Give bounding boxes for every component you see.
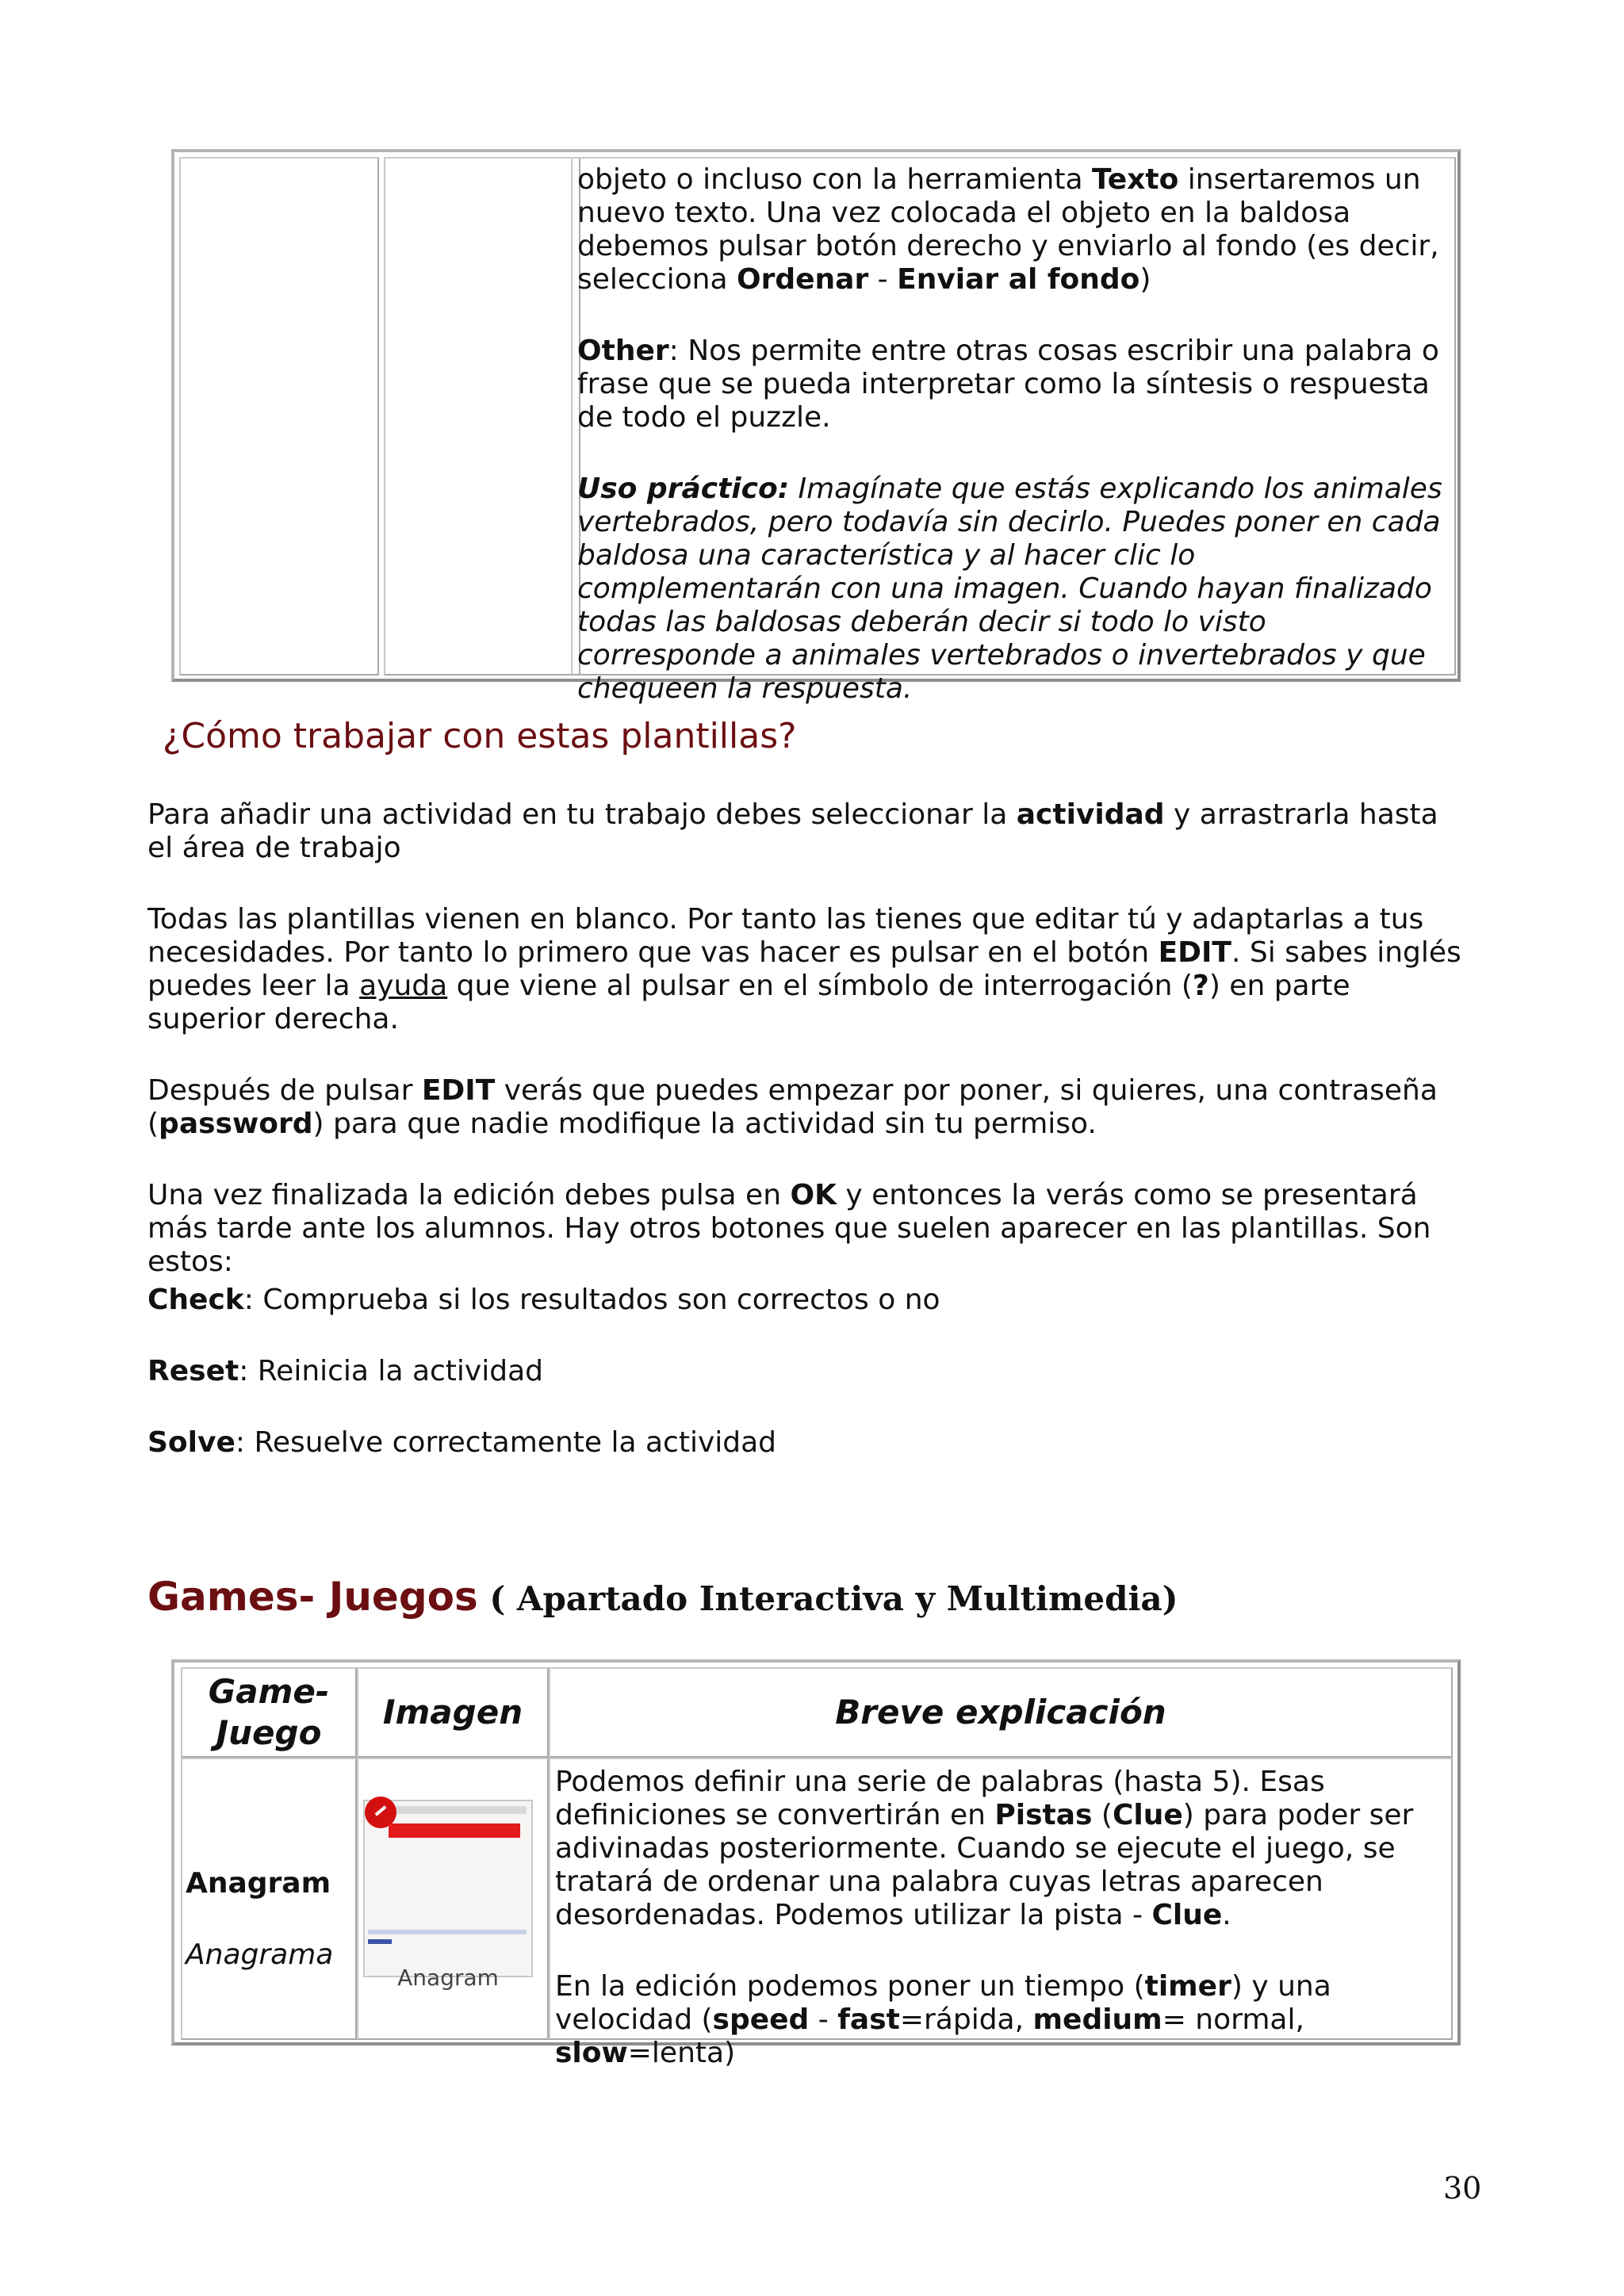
- header-explanation: Breve explicación: [549, 1667, 1453, 1758]
- thumbnail-red-bar: [389, 1823, 520, 1838]
- page-number: 30: [1443, 2171, 1482, 2206]
- paragraph-uso-practico: Uso práctico: Imagínate que estás explicando los animales vertebrados, pero todavía sin decirlo. Puedes poner en cada baldosa una característica y al hacer clic lo complementarán con una imagen. Cuando hayan finalizado todas las baldosas deberán decir si todo lo visto corresponde a animales vertebrados o invertebrados y que chequeen la respuesta.: [577, 473, 1442, 705]
- anagram-name: Anagram: [186, 1867, 331, 1900]
- top-table-cell-1: [179, 157, 379, 675]
- ayuda-link[interactable]: ayuda: [359, 970, 448, 1002]
- how-to-paragraph-2: Todas las plantillas vienen en blanco. Por tanto las tienes que editar tú y adaptarlas a tus necesidades. Por tanto lo primero que vas hacer es pulsar en el botón EDIT. Si sabes inglés puedes leer la ayuda que viene al pulsar en el símbolo de interrogación (?) en parte superior derecha.: [147, 903, 1461, 1035]
- thumbnail-bottom-marker: [368, 1939, 392, 1944]
- anagram-name-es: Anagrama: [186, 1938, 334, 1971]
- how-to-paragraph-3: Después de pulsar EDIT verás que puedes empezar por poner, si quieres, una contraseña (password) para que nadie modifique la actividad sin tu permiso.: [147, 1074, 1438, 1140]
- solve-description: Solve: Resuelve correctamente la actividad: [147, 1426, 777, 1459]
- games-title: Games- Juegos ( Apartado Interactiva y Multimedia): [147, 1574, 1178, 1620]
- header-game: Game-Juego: [181, 1667, 357, 1758]
- header-image: Imagen: [357, 1667, 549, 1758]
- anagram-name-cell: [181, 1758, 357, 2040]
- top-table-cell-2: [384, 157, 580, 675]
- anagram-thumbnail-caption: Anagram: [397, 1965, 499, 1991]
- how-to-heading: ¿Cómo trabajar con estas plantillas?: [163, 716, 797, 756]
- check-description: Check: Comprueba si los resultados son correctos o no: [147, 1284, 940, 1316]
- anagram-explanation-cell: [549, 1758, 1453, 2069]
- anagram-paragraph-2: En la edición podemos poner un tiempo (timer) y una velocidad (speed - fast=rápida, medium= normal, slow=lenta): [555, 1970, 1331, 2069]
- thumbnail-bottom-bar: [368, 1930, 527, 1934]
- anagram-thumbnail-image: [363, 1800, 533, 1977]
- top-table-text-cell: [571, 157, 1456, 705]
- how-to-paragraph-4: Una vez finalizada la edición debes pulsa en OK y entonces la verás como se presentará más tarde ante los alumnos. Hay otros botones que suelen aparecer en las plantillas. Son estos:: [147, 1179, 1431, 1278]
- anagram-paragraph-1: Podemos definir una serie de palabras (hasta 5). Esas definiciones se convertirán en Pistas (Clue) para poder ser adivinadas posteriormente. Cuando se ejecute el juego, se tratará de ordenar una palabra cuyas letras aparecen desordenadas. Podemos utilizar la pista - Clue.: [555, 1766, 1414, 1931]
- paragraph-texto: objeto o incluso con la herramienta Texto insertaremos un nuevo texto. Una vez colocada el objeto en la baldosa debemos pulsar botón derecho y enviarlo al fondo (es decir, selecciona Ordenar - Enviar al fondo): [577, 163, 1439, 296]
- paragraph-other: Other: Nos permite entre otras cosas escribir una palabra o frase que se pueda interpretar como la síntesis o respuesta de todo el puzzle.: [577, 335, 1439, 434]
- reset-description: Reset: Reinicia la actividad: [147, 1355, 543, 1387]
- top-table: [171, 149, 1461, 705]
- how-to-paragraph-1: Para añadir una actividad en tu trabajo debes seleccionar la actividad y arrastrarla hasta el área de trabajo: [147, 798, 1438, 864]
